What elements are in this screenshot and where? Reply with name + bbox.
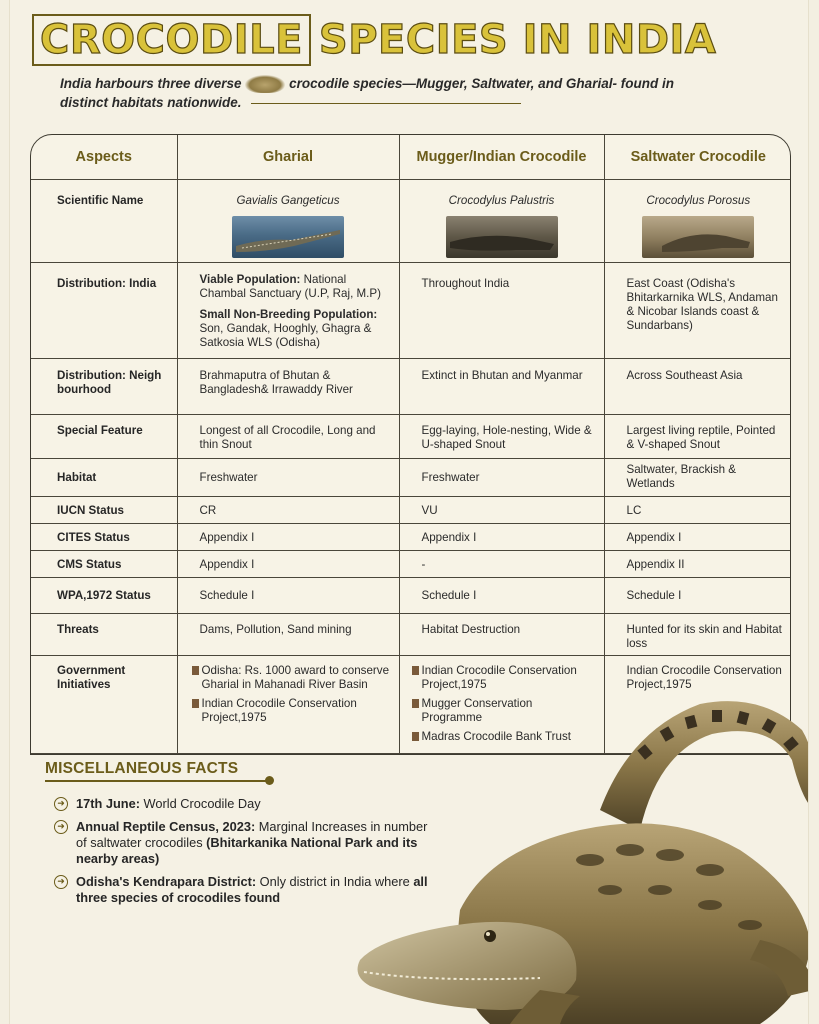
- list-item: [54, 819, 434, 867]
- aspect-label: WPA,1972 Status: [31, 577, 177, 613]
- saltwater-scientific-name-cell: [604, 179, 791, 262]
- aspect-label: IUCN Status: [31, 496, 177, 523]
- bullet-square-icon: [192, 699, 199, 708]
- misc-facts-divider: [45, 780, 267, 782]
- aspect-label: Scientific Name: [31, 179, 177, 262]
- mugger-iucn: VU: [399, 496, 604, 523]
- gharial-distribution-india: [177, 262, 399, 358]
- aspect-label: Threats: [31, 613, 177, 655]
- aspect-label: CMS Status: [31, 550, 177, 577]
- mugger-scientific-name-cell: [399, 179, 604, 262]
- saltwater-initiatives: Indian Crocodile Conservation Project,1975: [604, 655, 791, 753]
- fact-text: [76, 819, 434, 867]
- arrow-right-icon: ➜: [54, 820, 68, 834]
- table-row: [31, 179, 791, 262]
- saltwater-cites: Appendix I: [604, 523, 791, 550]
- intro-part-2: crocodile species—Mugger, Saltwater, and Gharial-: [289, 76, 617, 91]
- initiative-text: Odisha: Rs. 1000 award to conserve Gharial in Mahanadi River Basin: [201, 663, 390, 691]
- viable-label: Viable Population:: [199, 272, 301, 286]
- page-title: [32, 14, 716, 66]
- fact-body: Marginal Increases in number of saltwater crocodiles: [76, 819, 428, 850]
- fact-text: [76, 796, 261, 812]
- title-rest: SPECIES IN INDIA: [318, 17, 717, 63]
- gharial-wpa: Schedule I: [177, 577, 399, 613]
- gharial-scientific-name-cell: [177, 179, 399, 262]
- small-label: Small Non-Breeding Population:: [199, 307, 378, 321]
- bullet-square-icon: [412, 666, 419, 675]
- title-boxed-word: CROCODILE: [32, 14, 311, 66]
- intro-part-1: India harbours three diverse: [60, 76, 242, 91]
- mugger-scientific-name: Crocodylus Palustris: [448, 193, 555, 207]
- saltwater-iucn: LC: [604, 496, 791, 523]
- fact-bold-2: all three species of crocodiles found: [76, 874, 428, 905]
- gharial-photo: [232, 216, 344, 258]
- viable-text: National Chambal Sanctuary (U.P, Raj, M.P): [199, 272, 381, 300]
- table-row: [31, 358, 791, 414]
- aspect-label: Distribution: India: [31, 262, 177, 358]
- comparison-table: [30, 134, 791, 755]
- table-header-row: [31, 135, 791, 179]
- list-item: [412, 664, 596, 692]
- mugger-wpa: Schedule I: [399, 577, 604, 613]
- aspect-label: Special Feature: [31, 414, 177, 458]
- fact-bold-2: (Bhitarkanika National Park and its nearby areas): [76, 835, 418, 866]
- gharial-cms: Appendix I: [177, 550, 399, 577]
- mugger-distribution-neighbourhood: Extinct in Bhutan and Myanmar: [399, 358, 604, 414]
- saltwater-special-feature: Largest living reptile, Pointed & V-shaped Snout: [604, 414, 791, 458]
- list-item: [54, 874, 434, 906]
- initiative-text: Indian Crocodile Conservation Project,1975: [421, 663, 577, 691]
- mugger-habitat: Freshwater: [399, 458, 604, 496]
- fact-bold: 17th June:: [76, 796, 140, 811]
- header-gharial: Gharial: [177, 135, 399, 179]
- aspect-label: CITES Status: [31, 523, 177, 550]
- arrow-right-icon: ➜: [54, 797, 68, 811]
- aspect-label: Government Initiatives: [31, 655, 177, 753]
- mugger-photo: [446, 216, 558, 258]
- fact-bold: Annual Reptile Census, 2023:: [76, 819, 256, 834]
- saltwater-habitat: Saltwater, Brackish & Wetlands: [604, 458, 791, 496]
- list-item: [54, 796, 434, 812]
- gharial-threats: Dams, Pollution, Sand mining: [177, 613, 399, 655]
- list-item: [192, 664, 391, 692]
- saltwater-scientific-name: Crocodylus Porosus: [646, 193, 751, 207]
- header-mugger: Mugger/Indian Crocodile: [399, 135, 604, 179]
- gharial-scientific-name: Gavialis Gangeticus: [236, 193, 340, 207]
- saltwater-distribution-neighbourhood: Across Southeast Asia: [604, 358, 791, 414]
- initiative-text: Mugger Conservation Programme: [421, 696, 533, 724]
- table-row: [31, 550, 791, 577]
- mugger-threats: Habitat Destruction: [399, 613, 604, 655]
- table-row: [31, 458, 791, 496]
- aspect-label: Distribution: Neigh bourhood: [31, 358, 177, 414]
- gharial-iucn: CR: [177, 496, 399, 523]
- table-row: [31, 523, 791, 550]
- initiative-text: Indian Crocodile Conservation Project,1975: [201, 696, 357, 724]
- table-row: [31, 262, 791, 358]
- small-text: Son, Gandak, Hooghly, Ghagra & Satkosia WLS (Odisha): [199, 321, 372, 349]
- saltwater-threats: Hunted for its skin and Habitat loss: [604, 613, 791, 655]
- mugger-special-feature: Egg-laying, Hole-nesting, Wide & U-shaped Snout: [399, 414, 604, 458]
- saltwater-distribution-india: East Coast (Odisha's Bhitarkarnika WLS, Andaman & Nicobar Islands coast & Sundarbans): [604, 262, 791, 358]
- arrow-right-icon: ➜: [54, 875, 68, 889]
- bullet-square-icon: [192, 666, 199, 675]
- mugger-cms: -: [399, 550, 604, 577]
- gharial-special-feature: Longest of all Crocodile, Long and thin Snout: [177, 414, 399, 458]
- table-row: [31, 414, 791, 458]
- intro-part-3: found in distinct habitats nationwide.: [60, 76, 674, 111]
- gharial-distribution-neighbourhood: Brahmaputra of Bhutan & Bangladesh& Irrawaddy River: [177, 358, 399, 414]
- misc-facts-list: [54, 796, 434, 913]
- fact-body: World Crocodile Day: [140, 796, 261, 811]
- saltwater-cms: Appendix II: [604, 550, 791, 577]
- misc-facts-divider-dot: [265, 776, 274, 785]
- misc-facts-heading: MISCELLANEOUS FACTS: [45, 760, 239, 777]
- initiative-text: Madras Crocodile Bank Trust: [421, 729, 571, 743]
- table-row: [31, 577, 791, 613]
- fact-text: [76, 874, 434, 906]
- saltwater-photo: [642, 216, 754, 258]
- gharial-habitat: Freshwater: [177, 458, 399, 496]
- saltwater-wpa: Schedule I: [604, 577, 791, 613]
- mugger-distribution-india: Throughout India: [399, 262, 604, 358]
- intro-text: [60, 74, 680, 112]
- infographic-page: [10, 0, 808, 1024]
- gharial-cites: Appendix I: [177, 523, 399, 550]
- intro-divider: [251, 103, 521, 104]
- header-aspects: Aspects: [31, 135, 177, 179]
- mugger-cites: Appendix I: [399, 523, 604, 550]
- table-row: [31, 613, 791, 655]
- aspect-label: Habitat: [31, 458, 177, 496]
- gharial-viable-population: [200, 273, 391, 301]
- fact-bold: Odisha's Kendrapara District:: [76, 874, 257, 889]
- gharial-small-population: [200, 308, 391, 350]
- crocodile-thumbnail-icon: [245, 75, 285, 93]
- table-row: [31, 496, 791, 523]
- header-saltwater: Saltwater Crocodile: [604, 135, 791, 179]
- fact-body: Only district in India where: [256, 874, 414, 889]
